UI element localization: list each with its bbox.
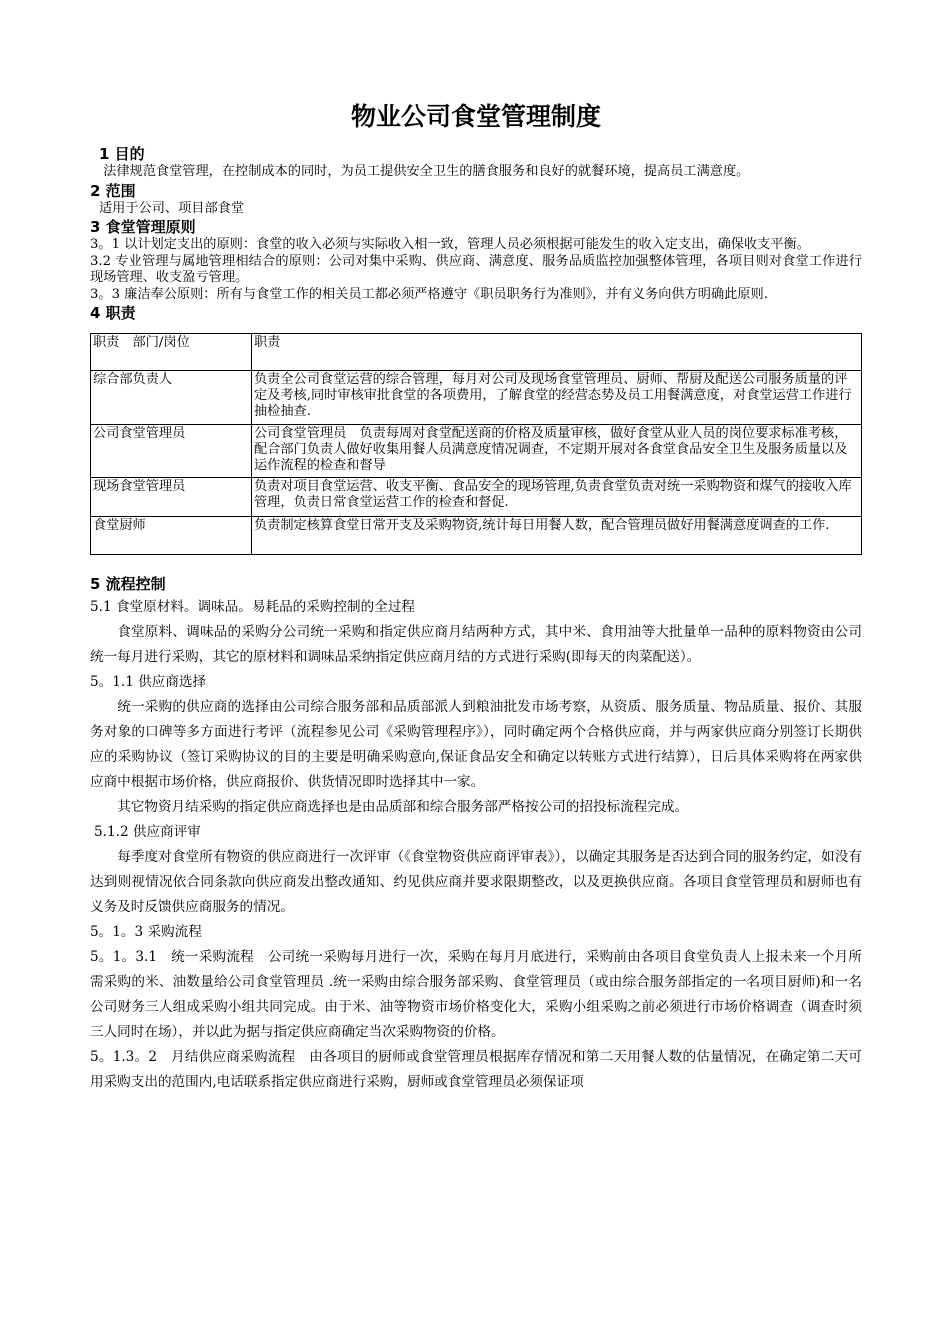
section-5-1-2-title: 5.1.2 供应商评审 — [94, 824, 201, 841]
table-cell-duty: 负责制定核算食堂日常开支及采购物资,统计每日用餐人数，配合管理员做好用餐满意度调查的工作. — [252, 517, 862, 555]
table-row — [91, 517, 862, 555]
table-cell-dept: 综合部负责人 — [91, 371, 252, 425]
table-cell-duty: 公司食堂管理员 负责每周对食堂配送商的价格及质量审核，做好食堂从业人员的岗位要求标准考核，配合部门负责人做好收集用餐人员满意度情况调查，不定期开展对各食堂食品安全卫生及服务质量以及运作流程的检查和督导 — [252, 424, 862, 478]
section-5-1-2-text: 每季度对食堂所有物资的供应商进行一次评审（《食堂物资供应商评审表》），以确定其服务是否达到合同的服务约定，如没有达到则视情况依合同条款向供应商发出整改通知、约见供应商并要求限期整改，以及更换供应商。各项目食堂管理员和厨师也有义务及时反馈供应商服务的情况。 — [90, 849, 862, 916]
table-header-duty: 职责 — [252, 334, 862, 371]
section-5-1-3-1-text: 5。1。3.1 统一采购流程 公司统一采购每月进行一次，采购在每月月底进行，采购前由各项目食堂负责人上报未来一个月所需采购的米、油数量给公司食堂管理员 .统一采购由综合服务部采购、食堂管理员（或由综合服务部指定的一名项目厨师)和一名公司财务三人组成采购小组共同完成。由于米、油等物资市场价格变化大，采购小组采购之前必须进行市场价格调查（调查时须三人同时在场），并以此为据与指定供应商确定当次采购物资的价格。 — [90, 949, 862, 1041]
section-3-paragraph-3: 3。3 廉洁奉公原则：所有与食堂工作的相关员工都必须严格遵守《职员职务行为准则》，并有义务向供方明确此原则. — [90, 286, 768, 302]
section-1-text: 法律规范食堂管理，在控制成本的同时，为员工提供安全卫生的膳食服务和良好的就餐环境，提高员工满意度。 — [103, 164, 750, 179]
table-cell-dept: 公司食堂管理员 — [91, 424, 252, 478]
table-cell-dept: 现场食堂管理员 — [91, 478, 252, 517]
document-page — [90, 100, 862, 1095]
table-cell-duty: 负责全公司食堂运营的综合管理，每月对公司及现场食堂管理员、厨师、帮厨及配送公司服务质量的评定及考核,同时审核审批食堂的各项费用，了解食堂的经营态势及员工用餐满意度，对食堂运营工作进行抽检抽查. — [252, 371, 862, 425]
section-5-1-text: 食堂原料、调味品的采购分公司统一采购和指定供应商月结两种方式，其中米、食用油等大批量单一品种的原料物资由公司统一每月进行采购，其它的原材料和调味品采纳指定供应商月结的方式进行采购(即每天的肉菜配送）。 — [90, 624, 862, 666]
table-cell-duty: 负责对项目食堂运营、收支平衡、食品安全的现场管理,负责食堂负责对统一采购物资和煤气的接收入库管理，负责日常食堂运营工作的检查和督促. — [252, 478, 862, 517]
section-2-text: 适用于公司、项目部食堂 — [99, 200, 245, 216]
section-2-heading: 2 范围 — [90, 181, 136, 200]
section-3-paragraph-2: 3.2 专业管理与属地管理相结合的原则：公司对集中采购、供应商、满意度、服务品质监控加强整体管理，各项目则对食堂工作进行现场管理、收支盈亏管理。 — [90, 253, 862, 285]
table-cell-dept: 食堂厨师 — [91, 517, 252, 555]
section-5-1-1-text-1: 统一采购的供应商的选择由公司综合服务部和品质部派人到粮油批发市场考察，从资质、服务质量、物品质量、报价、其服务对象的口碑等多方面进行考评（流程参见公司《采购管理程序》），同时确定两个合格供应商，并与两家供应商分别签订长期供应的采购协议（签订采购协议的目的主要是明确采购意向,保证食品安全和确定以转账方式进行结算），日后具体采购将在两家供应商中根据市场价格，供应商报价、供货情况即时选择其中一家。 — [90, 699, 862, 791]
duty-table — [90, 333, 862, 555]
section-5-1-3-2-text: 5。1.3。2 月结供应商采购流程 由各项目的厨师或食堂管理员根据库存情况和第二天用餐人数的估量情况，在确定第二天可用采购支出的范围内,电话联系指定供应商进行采购，厨师或食堂管理员必须保证项 — [90, 1049, 862, 1091]
table-row — [91, 424, 862, 478]
section-5-1-1-title: 5。1.1 供应商选择 — [90, 674, 207, 691]
table-row — [91, 371, 862, 425]
table-header-dept: 职责 部门/岗位 — [91, 334, 252, 371]
section-3-heading: 3 食堂管理原则 — [90, 218, 196, 236]
document-title: 物业公司食堂管理制度 — [350, 102, 601, 131]
table-header-row — [91, 334, 862, 371]
section-4-heading: 4 职责 — [90, 304, 136, 322]
section-5-1-1-text-2: 其它物资月结采购的指定供应商选择也是由品质部和综合服务部严格按公司的招投标流程完成。 — [117, 799, 689, 816]
section-5-1-3-title: 5。1。3 采购流程 — [90, 924, 202, 941]
section-5-heading: 5 流程控制 — [90, 575, 166, 594]
section-5-1-title: 5.1 食堂原材料。调味品。易耗品的采购控制的全过程 — [90, 599, 416, 616]
section-1-heading: 1 目的 — [99, 145, 145, 163]
section-3-paragraph-1: 3。1 以计划定支出的原则：食堂的收入必须与实际收入相一致，管理人员必须根据可能发生的收入定支出，确保收支平衡。 — [90, 237, 810, 252]
table-row — [91, 478, 862, 517]
